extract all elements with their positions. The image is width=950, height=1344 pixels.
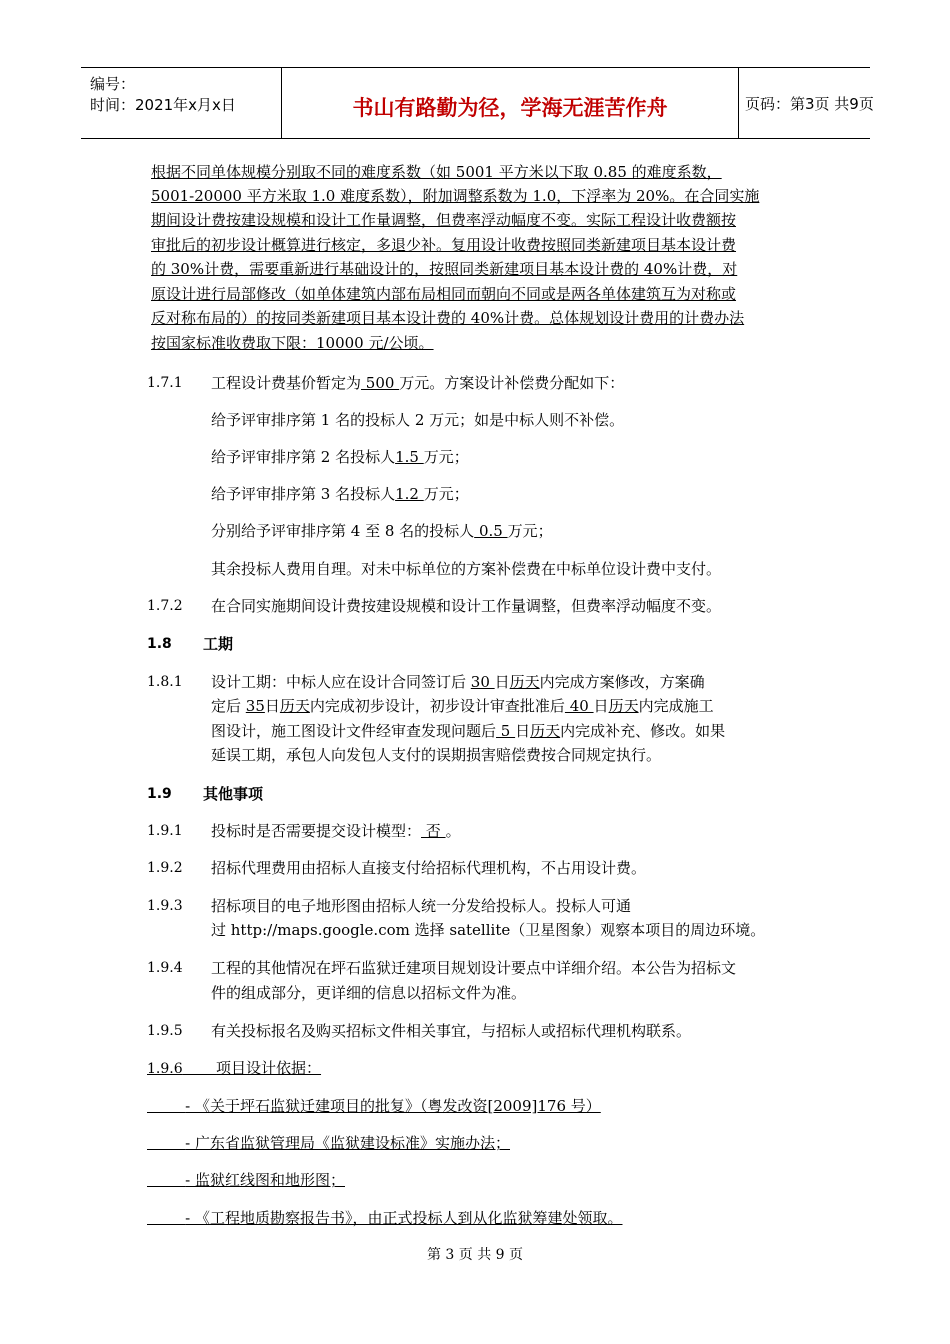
design-basis-item: - 广东省监狱管理局《监狱建设标准》实施办法； bbox=[185, 1134, 510, 1152]
model-required-line: 投标时是否需要提交设计模型： 否 。 bbox=[211, 822, 461, 840]
intro-line: 期间设计费按建设规模和设计工作量调整，但费率浮动幅度不变。实际工程设计收费额按 bbox=[151, 211, 737, 229]
design-fee-line: 工程设计费基价暂定为 500 万元。方案设计补偿费分配如下： bbox=[211, 374, 625, 392]
section-text: 过 http://maps.google.com 选择 satellite（卫星图象）观察本项目的周边环境。 bbox=[211, 921, 766, 939]
schedule-line: 延误工期，承包人向发包人支付的误期损害赔偿费按合同规定执行。 bbox=[211, 746, 662, 764]
schedule-line: 定后 35日历天内完成初步设计，初步设计审查批准后 40 日历天内完成施工 bbox=[211, 697, 714, 715]
section-text: 有关投标报名及购买招标文件相关事宜，与招标人或招标代理机构联系。 bbox=[211, 1022, 692, 1040]
schedule-line: 图设计，施工图设计文件经审查发现问题后 5 日历天内完成补充、修改。如果 bbox=[211, 722, 726, 740]
time-label: 时间：2021年x月x日 bbox=[90, 96, 236, 114]
section-text: 件的组成部分，更详细的信息以招标文件为准。 bbox=[211, 984, 527, 1002]
section-number: 1.7.1 bbox=[147, 375, 183, 391]
intro-line: 根据不同单体规模分别取不同的难度系数（如 5001 平方米以下取 0.85 的难度系数， bbox=[151, 163, 722, 181]
design-basis-item: - 《工程地质勘察报告书》，由正式投标人到从化监狱筹建处领取。 bbox=[185, 1209, 623, 1227]
section-number: 1.9.5 bbox=[147, 1023, 183, 1039]
design-basis-heading: 1.9.6 项目设计依据： bbox=[147, 1059, 322, 1077]
section-number: 1.8 bbox=[147, 636, 172, 652]
section-text: 招标代理费用由招标人直接支付给招标代理机构，不占用设计费。 bbox=[211, 859, 647, 877]
intro-line: 5001-20000 平方米取 1.0 难度系数），附加调整系数为 1.0，下浮率为 20%。在合同实施 bbox=[151, 187, 760, 205]
schedule-line: 设计工期：中标人应在设计合同签订后 30 日历天内完成方案修改，方案确 bbox=[211, 673, 705, 691]
section-text: 在合同实施期间设计费按建设规模和设计工作量调整，但费率浮动幅度不变。 bbox=[211, 597, 722, 615]
intro-line: 的 30%计费，需要重新进行基础设计的，按照同类新建项目基本设计费的 40%计费，对 bbox=[151, 260, 738, 278]
section-text: 工程的其他情况在坪石监狱迁建项目规划设计要点中详细介绍。本公告为招标文 bbox=[211, 959, 737, 977]
section-heading: 其他事项 bbox=[203, 785, 264, 803]
section-number: 1.9.2 bbox=[147, 860, 183, 876]
intro-line: 按国家标准收费取下限：10000 元/公顷。 bbox=[151, 334, 434, 352]
section-number: 1.7.2 bbox=[147, 598, 183, 614]
compensation-rank-3: 给予评审排序第 3 名投标人1.2 万元； bbox=[211, 485, 469, 503]
design-basis-item: - 《关于坪石监狱迁建项目的批复》（粤发改资[2009]176 号） bbox=[185, 1097, 601, 1115]
section-text: 招标项目的电子地形图由招标人统一分发给投标人。投标人可通 bbox=[211, 897, 632, 915]
compensation-others: 其余投标人费用自理。对未中标单位的方案补偿费在中标单位设计费中支付。 bbox=[211, 560, 722, 578]
page-footer: 第 3 页 共 9 页 bbox=[426, 1247, 524, 1263]
intro-line: 反对称布局的）的按同类新建项目基本设计费的 40%计费。总体规划设计费用的计费办法 bbox=[151, 309, 745, 327]
page-header bbox=[81, 67, 874, 139]
section-heading: 工期 bbox=[203, 635, 234, 653]
compensation-rank-1: 给予评审排序第 1 名的投标人 2 万元；如是中标人则不补偿。 bbox=[211, 411, 625, 429]
section-number: 1.9.4 bbox=[147, 960, 183, 976]
header-page-number: 页码：第3页 共9页 bbox=[745, 95, 874, 113]
header-motto: 书山有路勤为径，学海无涯苦作舟 bbox=[352, 96, 668, 120]
compensation-rank-2: 给予评审排序第 2 名投标人1.5 万元； bbox=[211, 448, 469, 466]
header-page-cell bbox=[739, 68, 874, 138]
compensation-rank-4-8: 分别给予评审排序第 4 至 8 名的投标人 0.5 万元； bbox=[211, 522, 553, 540]
section-number: 1.9.3 bbox=[147, 898, 183, 914]
header-motto-cell bbox=[282, 68, 739, 138]
section-number: 1.9.1 bbox=[147, 823, 183, 839]
header-meta bbox=[81, 68, 282, 138]
intro-line: 审批后的初步设计概算进行核定，多退少补。复用设计收费按照同类新建项目基本设计费 bbox=[151, 236, 737, 254]
section-number: 1.8.1 bbox=[147, 674, 183, 690]
intro-line: 原设计进行局部修改（如单体建筑内部布局相同而朝向不同或是两各单体建筑互为对称或 bbox=[151, 285, 737, 303]
section-number: 1.9 bbox=[147, 786, 172, 802]
design-basis-item: - 监狱红线图和地形图； bbox=[185, 1171, 345, 1189]
number-label: 编号： bbox=[90, 75, 136, 93]
